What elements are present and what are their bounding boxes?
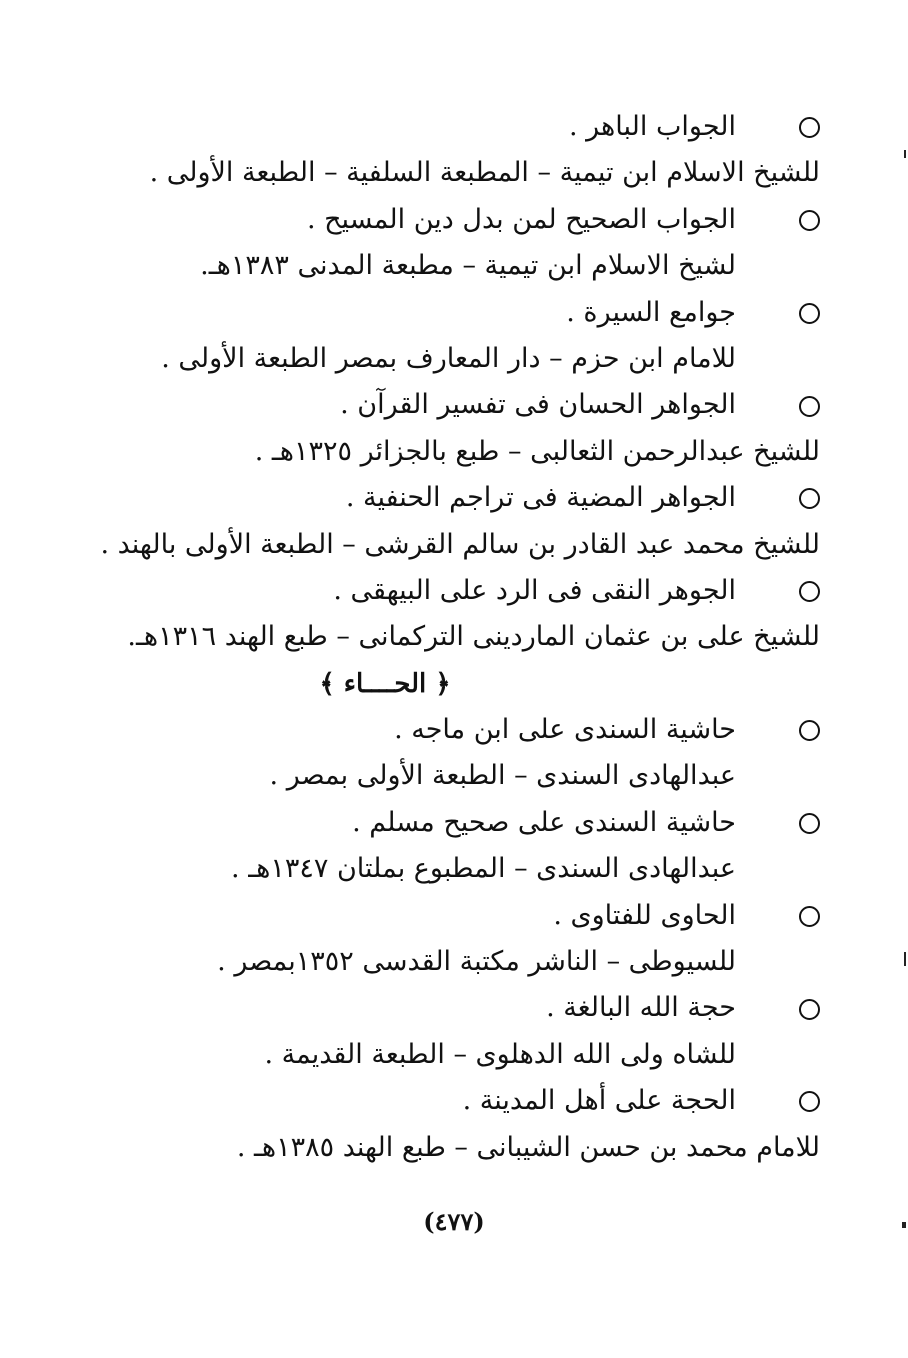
entry-title-text: حجة الله البالغة . (546, 992, 736, 1024)
entry-title-text: الجواب الصحيح لمن بدل دين المسيح . (306, 203, 736, 235)
entry-publication-info: للشاه ولى الله الدهلوى – الطبعة القديمة . (264, 1038, 736, 1070)
entry-publication-info: للشيخ الاسلام ابن تيمية – المطبعة السلفية – الطبعة الأولى . (149, 157, 820, 189)
entry-publication-info: للامام ابن حزم – دار المعارف بمصر الطبعة الأولى . (161, 342, 736, 374)
bibliography-entry (90, 985, 820, 1078)
entry-title-text: الحجة على أهل المدينة . (462, 1085, 736, 1117)
entry-title (90, 800, 820, 846)
bibliography-list (90, 104, 820, 1171)
circle-bullet-icon (799, 303, 820, 324)
entry-title (90, 290, 820, 336)
entry-title-text: حاشية السندى على صحيح مسلم . (352, 806, 736, 838)
bibliography-entry (90, 382, 820, 475)
entry-title-text: الجواهر الحسان فى تفسير القرآن . (340, 389, 736, 421)
bibliography-entry (90, 290, 820, 383)
scan-mark (904, 150, 906, 158)
entry-title-text: الجواب الباهر . (568, 111, 736, 142)
scan-mark (904, 952, 906, 966)
bibliography-entry (90, 104, 820, 197)
entry-title (90, 475, 820, 521)
entry-title-text: جوامع السيرة . (566, 296, 736, 328)
bibliography-entry (90, 800, 820, 893)
circle-bullet-icon (799, 396, 820, 417)
circle-bullet-icon (799, 720, 820, 741)
circle-bullet-icon (799, 1091, 820, 1112)
entry-publication-info: للشيخ على بن عثمان الماردينى التركمانى – طبع الهند ١٣١٦هـ. (127, 621, 820, 653)
bibliography-entry (90, 893, 820, 986)
scan-mark (902, 1222, 906, 1228)
circle-bullet-icon (799, 117, 820, 138)
entry-publication-info: للسيوطى – الناشر مكتبة القدسى ١٣٥٢بمصر . (217, 946, 736, 978)
bibliography-entry (90, 475, 820, 568)
bibliography-entry (90, 707, 820, 800)
circle-bullet-icon (799, 581, 820, 602)
entry-publication-info: للامام محمد بن حسن الشيبانى – طبع الهند ١٣٨٥هـ . (236, 1131, 820, 1163)
entry-title-text: الجواهر المضية فى تراجم الحنفية . (345, 482, 736, 514)
entry-title (90, 382, 820, 428)
entry-publication-info: للشيخ محمد عبد القادر بن سالم القرشى – الطبعة الأولى بالهند . (100, 528, 820, 560)
bibliography-entry (90, 1078, 820, 1171)
entry-publication-info: عبدالهادى السندى – الطبعة الأولى بمصر . (269, 760, 736, 792)
entry-title (90, 707, 820, 753)
entry-publication-info: لشيخ الاسلام ابن تيمية – مطبعة المدنى ١٣٨٣هـ. (200, 250, 736, 282)
circle-bullet-icon (799, 813, 820, 834)
entry-title-text: الجوهر النقى فى الرد على البيهقى . (333, 574, 736, 606)
entry-title-text: الحاوى للفتاوى . (553, 899, 736, 931)
circle-bullet-icon (799, 906, 820, 927)
section-heading: ﴿ الحــــاء ﴾ (319, 668, 451, 699)
entry-title (90, 985, 820, 1031)
circle-bullet-icon (799, 210, 820, 231)
page-number: (٤٧٧) (423, 1207, 485, 1236)
circle-bullet-icon (799, 488, 820, 509)
entry-title-text: حاشية السندى على ابن ماجه . (394, 714, 736, 746)
entry-title (90, 1078, 820, 1124)
entry-publication-info: للشيخ عبدالرحمن الثعالبى – طبع بالجزائر ١٣٢٥هـ . (254, 435, 820, 467)
bibliography-entry (90, 197, 820, 290)
entry-title (90, 893, 820, 939)
entry-title (90, 568, 820, 614)
bibliography-entry (90, 568, 820, 661)
entry-title (90, 197, 820, 243)
entry-title (90, 104, 820, 150)
circle-bullet-icon (799, 999, 820, 1020)
entry-publication-info: عبدالهادى السندى – المطبوع بملتان ١٣٤٧هـ . (231, 853, 736, 885)
